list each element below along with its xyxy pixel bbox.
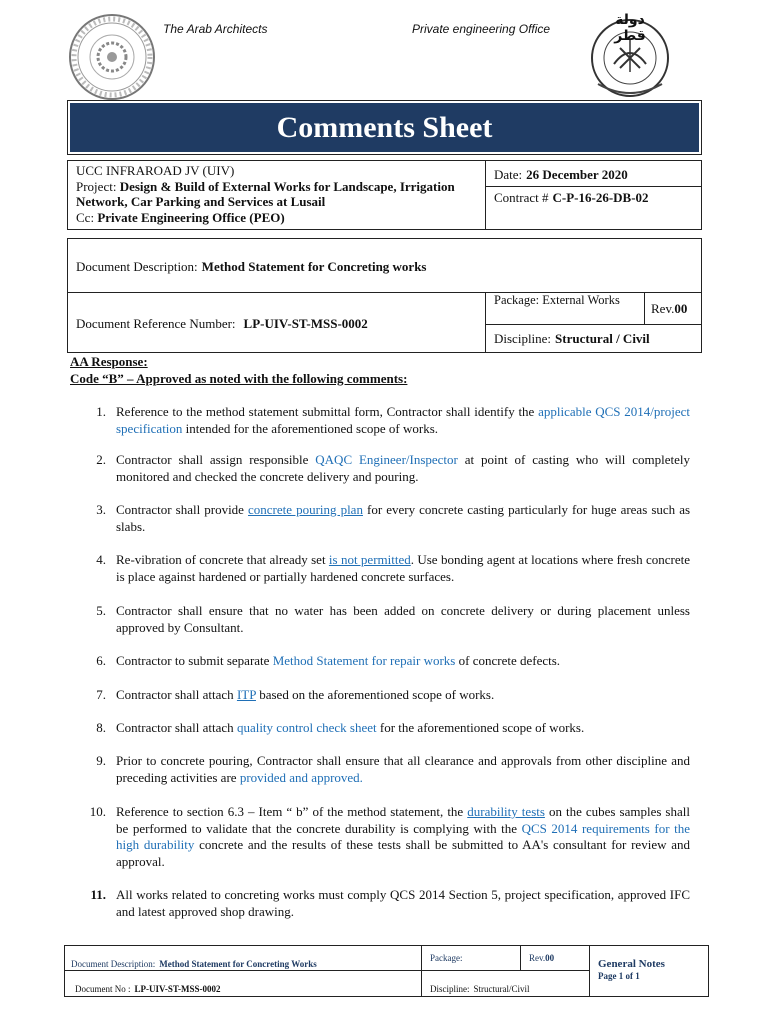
footer-desc-label: Document Description: [71, 959, 156, 969]
arab-architects-seal [68, 13, 156, 101]
comment-item [70, 887, 690, 920]
doc-description-cell [67, 238, 702, 293]
rev-label: Rev. [651, 301, 675, 316]
footer-rev-cell [520, 945, 590, 971]
info-left-cell [67, 160, 486, 230]
cc-value: Private Engineering Office (PEO) [97, 210, 285, 225]
comment-item [70, 603, 690, 636]
comment-text-segment: Contractor shall assign responsible [116, 452, 316, 467]
comment-text-segment: Contractor to submit separate [116, 653, 273, 668]
package-label: Package: [494, 293, 540, 307]
footer-package-label: Package: [430, 953, 463, 963]
cc-label: Cc: [76, 210, 95, 225]
discipline-value: Structural / Civil [555, 331, 650, 346]
left-org-name: The Arab Architects [163, 22, 268, 36]
comment-text-segment: for the aforementioned scope of works. [376, 720, 585, 735]
comment-text-segment: based on the aforementioned scope of works. [255, 687, 495, 702]
comment-number: 5. [96, 603, 106, 618]
comment-item [70, 753, 690, 786]
highlighted-reference: Method Statement for repair works [272, 653, 456, 668]
cc-line [76, 209, 477, 226]
comment-number: 6. [96, 653, 106, 668]
highlighted-reference: provided and approved. [239, 769, 363, 785]
doc-reference-value: LP-UIV-ST-MSS-0002 [243, 316, 368, 331]
comment-item [70, 452, 690, 485]
comment-text-segment: concrete and the results of these tests shall be submitted to AA's consultant for review and approval. [116, 837, 690, 869]
comment-item [70, 552, 690, 585]
page-indicator: Page 1 of 1 [598, 971, 640, 981]
date-cell [485, 160, 702, 187]
response-heading: AA Response: [70, 354, 148, 369]
rev-cell [644, 292, 702, 325]
comment-number: 1. [96, 404, 106, 419]
comment-text-segment: Contractor shall attach [116, 720, 237, 735]
comment-number: 8. [96, 720, 106, 735]
rev-value: 00 [674, 301, 688, 316]
comment-item [70, 804, 690, 870]
comment-text-segment: Reference to section 6.3 – Item “ b” of the method statement, the [116, 804, 468, 819]
comment-text [116, 653, 690, 670]
comment-text-segment: of concrete defects. [455, 653, 561, 668]
footer-package-cell [421, 945, 521, 971]
qatar-emblem-text: دولة قطر [614, 12, 646, 44]
comment-number: 4. [96, 552, 106, 567]
comment-text-segment: Contractor shall provide [116, 502, 249, 517]
footer-rev-label: Rev. [529, 953, 546, 963]
comment-text [116, 753, 690, 786]
comment-text-segment: Contractor shall attach [116, 687, 237, 702]
comment-number: 11. [90, 887, 106, 902]
highlighted-reference: durability tests [467, 804, 545, 819]
footer-docno-cell [64, 970, 422, 997]
comment-text [116, 452, 690, 485]
comment-number: 3. [96, 502, 106, 517]
comment-text [116, 720, 690, 737]
doc-description-label: Document Description: [76, 259, 198, 274]
contract-value: C-P-16-26-DB-02 [552, 190, 649, 205]
contract-cell [485, 186, 702, 230]
page-title: Comments Sheet [70, 103, 699, 152]
footer-discipline-value: Structural/Civil [473, 984, 530, 994]
comment-text [116, 887, 690, 920]
comment-item [70, 653, 690, 670]
comment-text-segment: for every concrete casting particularly for huge areas such as slabs. [116, 502, 691, 534]
comment-text-segment: intended for the aforementioned scope of works. [182, 420, 439, 436]
doc-reference-cell [67, 292, 486, 353]
comment-item [70, 687, 690, 704]
doc-reference-label: Document Reference Number: [76, 316, 236, 331]
general-notes: General Notes [598, 958, 665, 970]
comment-text-segment: on the cubes samples shall be performed to validate that the concrete durability is complying with the [116, 804, 690, 836]
comment-text [116, 552, 690, 585]
comment-text-segment: Re-vibration of concrete that already set [116, 552, 329, 567]
comment-item [70, 404, 690, 437]
company-name: UCC INFRAROAD JV (UIV) [76, 163, 235, 178]
comment-text-segment: at point of casting who will completely monitored and checked the concrete delivery and pouring. [116, 452, 690, 484]
highlighted-reference: quality control check sheet [236, 720, 377, 735]
comment-number: 2. [96, 452, 106, 467]
comment-text-segment: Prior to concrete pouring, Contractor shall ensure that all clearance and approvals from other discipline and preceding activities are [116, 753, 690, 785]
project-label: Project: [76, 179, 117, 194]
comment-text [116, 687, 690, 704]
comment-text [116, 804, 690, 870]
doc-description-value: Method Statement for Concreting works [201, 259, 427, 274]
footer-desc-cell [64, 945, 422, 971]
comment-text [116, 603, 690, 636]
qatar-emblem [580, 12, 680, 98]
footer-rev-value: 00 [545, 953, 555, 963]
comment-text-segment: Contractor shall ensure that no water has been added on concrete delivery or during placement unless approved by Consultant. [116, 603, 690, 635]
highlighted-reference: applicable QCS 2014/project specification [116, 404, 690, 436]
footer-notes-cell [589, 945, 709, 997]
contract-label: Contract # [494, 190, 549, 205]
project-line [76, 179, 477, 209]
highlighted-reference: is not permitted [328, 552, 411, 567]
footer-docno-value: LP-UIV-ST-MSS-0002 [134, 984, 221, 994]
footer-discipline-label: Discipline: [430, 984, 470, 994]
package-line [494, 293, 636, 308]
title-banner-frame [67, 100, 702, 155]
discipline-label: Discipline: [494, 331, 552, 346]
comment-number: 10. [89, 804, 106, 819]
discipline-cell [485, 324, 702, 353]
date-value: 26 December 2020 [526, 167, 628, 182]
comment-text-segment: All works related to concreting works must comply QCS 2014 Section 5, project specification, approved IFC and latest approved shop drawing. [116, 887, 690, 919]
footer-discipline-cell [421, 970, 590, 997]
comment-number: 9. [96, 753, 106, 768]
comment-text [116, 502, 690, 535]
comment-item [70, 720, 690, 737]
comment-number: 7. [96, 687, 106, 702]
highlighted-reference: QCS 2014 requirements for the high durability [116, 820, 690, 852]
right-org-name: Private engineering Office [412, 22, 551, 36]
highlighted-reference: QAQC Engineer/Inspector [315, 452, 458, 467]
footer-desc-value: Method Statement for Concreting Works [159, 959, 317, 969]
comment-text-segment: . Use bonding agent at locations where fresh concrete is place against hardened or partially hardened concrete surfaces. [116, 552, 690, 584]
highlighted-reference: ITP [236, 687, 256, 702]
response-code: Code “B” – Approved as noted with the following comments: [70, 371, 408, 386]
comment-text-segment: Reference to the method statement submittal form, Contractor shall identify the [116, 404, 539, 419]
date-label: Date: [494, 167, 523, 182]
package-cell [485, 292, 645, 325]
comment-text [116, 404, 690, 437]
footer-docno-label: Document No : [75, 984, 131, 994]
package-value: External Works [542, 293, 620, 307]
project-value: Design & Build of External Works for Landscape, Irrigation Network, Car Parking and Services at Lusail [76, 179, 455, 209]
highlighted-reference: concrete pouring plan [248, 502, 363, 517]
comment-item [70, 502, 690, 535]
